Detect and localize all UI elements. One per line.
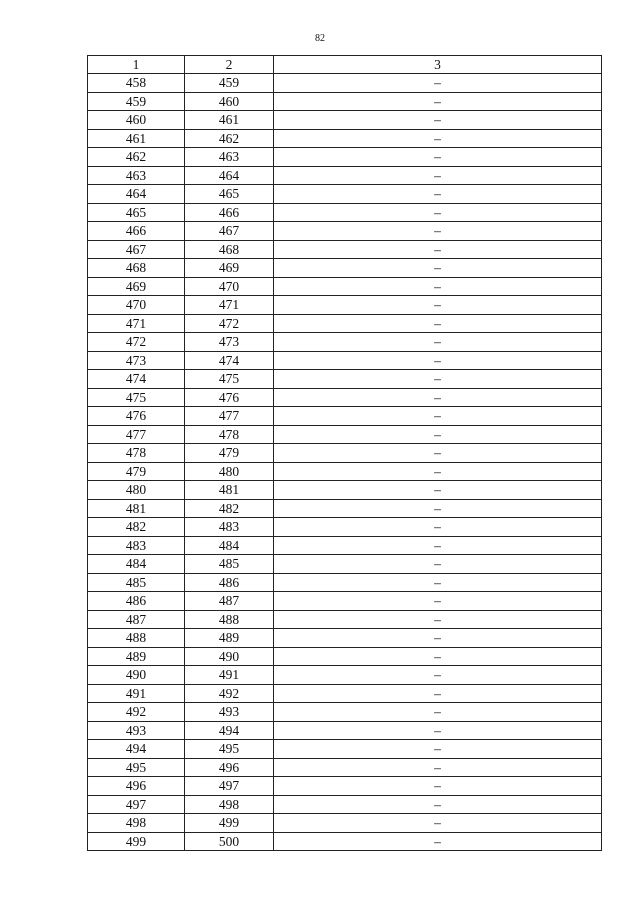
table-cell-col-1: 492 [88, 703, 185, 722]
table-cell-col-2: 470 [185, 277, 274, 296]
table-cell-col-1: 496 [88, 777, 185, 796]
table-cell-col-2: 493 [185, 703, 274, 722]
table-cell-col-3: – [274, 240, 602, 259]
table-cell-col-2: 474 [185, 351, 274, 370]
table-cell-col-2: 475 [185, 370, 274, 389]
table-cell-col-2: 498 [185, 795, 274, 814]
table-cell-col-1: 482 [88, 518, 185, 537]
table-cell-col-2: 471 [185, 296, 274, 315]
table-cell-col-1: 461 [88, 129, 185, 148]
table-cell-col-1: 465 [88, 203, 185, 222]
table-cell-col-1: 475 [88, 388, 185, 407]
table-row [88, 203, 602, 222]
table-cell-col-1: 473 [88, 351, 185, 370]
table-cell-col-1: 488 [88, 629, 185, 648]
table-cell-col-3: – [274, 518, 602, 537]
table-row [88, 185, 602, 204]
table-cell-col-2: 480 [185, 462, 274, 481]
table-row [88, 481, 602, 500]
table-cell-col-2: 496 [185, 758, 274, 777]
table-row [88, 573, 602, 592]
table-cell-col-1: 486 [88, 592, 185, 611]
table-cell-col-3: – [274, 296, 602, 315]
table-row [88, 444, 602, 463]
table-cell-col-3: – [274, 185, 602, 204]
table-cell-col-2: 477 [185, 407, 274, 426]
table-row [88, 795, 602, 814]
table-row [88, 92, 602, 111]
table-cell-col-1: 481 [88, 499, 185, 518]
table-cell-col-3: – [274, 74, 602, 93]
table-cell-col-2: 485 [185, 555, 274, 574]
table-row [88, 277, 602, 296]
table-row [88, 296, 602, 315]
table-row [88, 518, 602, 537]
table-cell-col-1: 468 [88, 259, 185, 278]
table-cell-col-3: – [274, 684, 602, 703]
table-cell-col-3: – [274, 166, 602, 185]
table-cell-col-3: – [274, 795, 602, 814]
table-cell-col-3: – [274, 277, 602, 296]
table-cell-col-2: 465 [185, 185, 274, 204]
table-cell-col-3: – [274, 444, 602, 463]
table-row [88, 703, 602, 722]
table-row [88, 610, 602, 629]
table-cell-col-1: 467 [88, 240, 185, 259]
table-cell-col-3: – [274, 462, 602, 481]
column-header-3: 3 [274, 56, 602, 74]
table-cell-col-2: 466 [185, 203, 274, 222]
table-cell-col-3: – [274, 259, 602, 278]
table-cell-col-3: – [274, 703, 602, 722]
table-row [88, 314, 602, 333]
table-cell-col-2: 467 [185, 222, 274, 241]
table-cell-col-2: 497 [185, 777, 274, 796]
table-row [88, 666, 602, 685]
table-cell-col-2: 490 [185, 647, 274, 666]
table-cell-col-1: 462 [88, 148, 185, 167]
column-header-2: 2 [185, 56, 274, 74]
table-cell-col-3: – [274, 740, 602, 759]
table-cell-col-1: 485 [88, 573, 185, 592]
table-cell-col-2: 500 [185, 832, 274, 851]
table-cell-col-2: 482 [185, 499, 274, 518]
table-cell-col-1: 460 [88, 111, 185, 130]
table-cell-col-3: – [274, 333, 602, 352]
table-cell-col-1: 484 [88, 555, 185, 574]
table-row [88, 832, 602, 851]
table-row [88, 814, 602, 833]
table-cell-col-3: – [274, 388, 602, 407]
page-number: 82 [315, 33, 325, 44]
table-cell-col-3: – [274, 129, 602, 148]
table-cell-col-2: 472 [185, 314, 274, 333]
table-cell-col-2: 468 [185, 240, 274, 259]
table-cell-col-1: 495 [88, 758, 185, 777]
table-cell-col-1: 458 [88, 74, 185, 93]
table-row [88, 425, 602, 444]
table-row [88, 777, 602, 796]
table-cell-col-1: 469 [88, 277, 185, 296]
table-cell-col-2: 492 [185, 684, 274, 703]
table-row [88, 388, 602, 407]
table-row [88, 333, 602, 352]
table-cell-col-1: 487 [88, 610, 185, 629]
table-cell-col-3: – [274, 148, 602, 167]
table-cell-col-3: – [274, 814, 602, 833]
table-row [88, 684, 602, 703]
table-row [88, 499, 602, 518]
table-row [88, 536, 602, 555]
table-row [88, 758, 602, 777]
table-cell-col-2: 484 [185, 536, 274, 555]
table-cell-col-1: 471 [88, 314, 185, 333]
table-row [88, 74, 602, 93]
table-cell-col-2: 469 [185, 259, 274, 278]
table-cell-col-2: 499 [185, 814, 274, 833]
table-row [88, 129, 602, 148]
table-cell-col-3: – [274, 203, 602, 222]
table-cell-col-1: 466 [88, 222, 185, 241]
table-cell-col-1: 478 [88, 444, 185, 463]
table-cell-col-3: – [274, 536, 602, 555]
table-row [88, 555, 602, 574]
table-row [88, 111, 602, 130]
table-cell-col-2: 479 [185, 444, 274, 463]
table-cell-col-2: 464 [185, 166, 274, 185]
table-cell-col-1: 494 [88, 740, 185, 759]
table-cell-col-1: 498 [88, 814, 185, 833]
table-cell-col-2: 478 [185, 425, 274, 444]
table-cell-col-3: – [274, 314, 602, 333]
table-cell-col-3: – [274, 832, 602, 851]
table-cell-col-3: – [274, 647, 602, 666]
table-cell-col-1: 470 [88, 296, 185, 315]
table-cell-col-3: – [274, 351, 602, 370]
table-cell-col-2: 488 [185, 610, 274, 629]
table-row [88, 407, 602, 426]
table-cell-col-2: 487 [185, 592, 274, 611]
header-row [88, 56, 602, 74]
table-cell-col-1: 464 [88, 185, 185, 204]
table-cell-col-2: 462 [185, 129, 274, 148]
table-cell-col-3: – [274, 629, 602, 648]
table-cell-col-2: 491 [185, 666, 274, 685]
table-cell-col-2: 486 [185, 573, 274, 592]
table-cell-col-2: 463 [185, 148, 274, 167]
table-row [88, 148, 602, 167]
table-cell-col-1: 479 [88, 462, 185, 481]
table-cell-col-3: – [274, 610, 602, 629]
table-cell-col-1: 477 [88, 425, 185, 444]
table-cell-col-3: – [274, 425, 602, 444]
table-cell-col-3: – [274, 592, 602, 611]
table-cell-col-1: 476 [88, 407, 185, 426]
table-cell-col-2: 459 [185, 74, 274, 93]
table-row [88, 370, 602, 389]
table-cell-col-3: – [274, 573, 602, 592]
table-cell-col-3: – [274, 555, 602, 574]
table-cell-col-1: 474 [88, 370, 185, 389]
table-cell-col-3: – [274, 777, 602, 796]
table-row [88, 222, 602, 241]
table-cell-col-1: 490 [88, 666, 185, 685]
table-row [88, 647, 602, 666]
table-row [88, 740, 602, 759]
table-row [88, 462, 602, 481]
table-cell-col-2: 473 [185, 333, 274, 352]
table-cell-col-2: 483 [185, 518, 274, 537]
table-row [88, 259, 602, 278]
table-cell-col-2: 476 [185, 388, 274, 407]
table-cell-col-3: – [274, 721, 602, 740]
table-row [88, 351, 602, 370]
table-cell-col-2: 460 [185, 92, 274, 111]
table-cell-col-1: 480 [88, 481, 185, 500]
table-cell-col-3: – [274, 370, 602, 389]
data-table [87, 55, 602, 851]
table-cell-col-1: 499 [88, 832, 185, 851]
table-cell-col-1: 483 [88, 536, 185, 555]
table-row [88, 240, 602, 259]
table-cell-col-3: – [274, 481, 602, 500]
table-cell-col-1: 472 [88, 333, 185, 352]
table-row [88, 592, 602, 611]
table-cell-col-3: – [274, 499, 602, 518]
table-cell-col-3: – [274, 407, 602, 426]
table-cell-col-1: 497 [88, 795, 185, 814]
table-cell-col-3: – [274, 222, 602, 241]
table-cell-col-2: 481 [185, 481, 274, 500]
table-body [88, 74, 602, 851]
table-cell-col-1: 459 [88, 92, 185, 111]
table-cell-col-2: 494 [185, 721, 274, 740]
table-row [88, 721, 602, 740]
table-cell-col-1: 493 [88, 721, 185, 740]
table-row [88, 166, 602, 185]
table-cell-col-1: 491 [88, 684, 185, 703]
table-header [88, 56, 602, 74]
table-row [88, 629, 602, 648]
column-header-1: 1 [88, 56, 185, 74]
table-cell-col-1: 489 [88, 647, 185, 666]
table-cell-col-2: 489 [185, 629, 274, 648]
table-cell-col-2: 495 [185, 740, 274, 759]
table-cell-col-3: – [274, 666, 602, 685]
table-cell-col-3: – [274, 92, 602, 111]
table-cell-col-3: – [274, 758, 602, 777]
table-cell-col-3: – [274, 111, 602, 130]
table-cell-col-2: 461 [185, 111, 274, 130]
table-cell-col-1: 463 [88, 166, 185, 185]
